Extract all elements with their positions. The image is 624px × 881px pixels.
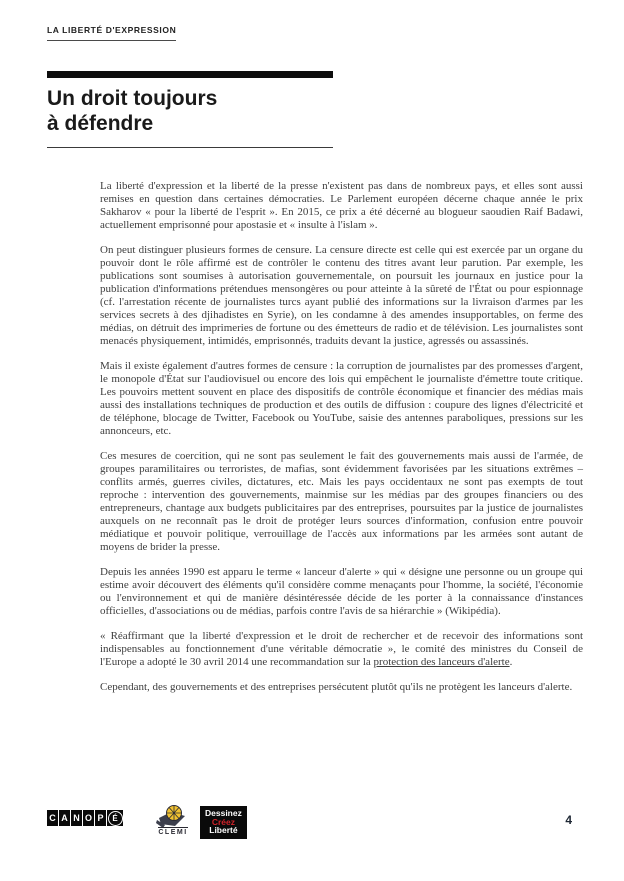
clemi-logo [148, 804, 198, 836]
dcl-line-creez: Créez [211, 816, 235, 827]
canope-letter-tile: A [59, 810, 70, 826]
canope-letter-tile: P [95, 810, 106, 826]
protection-lanceurs-alerte-link[interactable]: protection des lanceurs d'alerte [373, 656, 510, 668]
title-top-bar [47, 71, 333, 78]
paragraph-censure-directe: On peut distinguer plusieurs formes de censure. La censure directe est celle qui est exercée par un organe du pouvoir dont le rôle affirmé est de contrôler le contenu des titres avant leur parution. Par exemple, les publications sont soumises à autorisation gouvernementale, on poursuit les journaux en justice pour la publication d'informations prétendues mensongères ou pour atteinte à la sûreté de l'État ou pour espionnage (cf. l'arrestation récente de journalistes turcs ayant publié des informations sur la livraison d'armes par les services secrets à des djihadistes en Syrie), on les condamne à des amendes insupportables, on ferme des médias, on détruit des imprimeries de fortune ou des émetteurs de radio et de télévision. Les journalistes sont menacés physiquement, intimidés, emprisonnés, traduits devant la justice, agressés ou assassinés. [100, 244, 583, 347]
canope-letter-tile: N [71, 810, 82, 826]
paragraph-autres-censures: Mais il existe également d'autres formes de censure : la corruption de journalistes par des promesses d'argent, le monopole d'État sur l'audiovisuel ou encore des lois qui empêchent le journaliste d'émettre toute critique. Les pouvoirs mettent souvent en place des dispositifs de contrôle économique et financier des médias mais aussi des installations techniques de production et des outils de diffusion : coupure des lignes d'électricité et de téléphone, blocage de Twitter, Facebook ou YouTube, saisie des antennes paraboliques, pressions sur les annonceurs, etc. [100, 360, 583, 437]
dcl-line-dessinez: Dessinez [205, 808, 242, 818]
page-title [47, 86, 333, 136]
canope-letter-tile: C [47, 810, 58, 826]
canope-letter-tile: O [83, 810, 94, 826]
recommandation-text-before: « Réaffirmant que la liberté d'expression et le droit de rechercher et de recevoir des informations sont indispensables au fonctionnement d'une véritable démocratie », le comité des ministres du Conseil de l'Europe a adopté le 30 avril 2014 une recommandation sur la [100, 630, 583, 668]
paragraph-intro: La liberté d'expression et la liberté de la presse n'existent pas dans de nombreux pays, et elles sont aussi remises en question dans certaines démocraties. Le Parlement européen décerne chaque année le prix Sakharov « pour la liberté de l'esprit ». En 2015, ce prix a été décerné au blogueur saoudien Raif Badawi, actuellement emprisonné pour apostasie et « insulte à l'islam ». [100, 180, 583, 231]
title-block [47, 71, 333, 148]
canope-circled-letter: É [108, 811, 123, 826]
page-title-line1: Un droit toujours [47, 87, 218, 110]
dcl-line-liberte: Liberté [209, 825, 238, 835]
recommandation-text-after: . [509, 656, 513, 668]
dessinez-creez-liberte-logo [200, 806, 247, 839]
body-text-column [100, 180, 583, 706]
section-kicker: LA LIBERTÉ D'EXPRESSION [47, 25, 176, 41]
canope-letter-tile-circled [107, 810, 123, 826]
paragraph-recommandation [100, 630, 583, 669]
paragraph-coercition: Ces mesures de coercition, qui ne sont pas seulement le fait des gouvernements mais aussi de l'armée, de groupes paramilitaires ou terroristes, de mafias, sont évidemment favorisées par les situations extrêmes – conflits armés, guerres civiles, dictatures, etc. Mais les pays occidentaux ne sont pas exempts de tout reproche : intervention des gouvernements, mainmise sur les médias par des groupes financiers ou des entrepreneurs, chantage aux budgets publicitaires par des entreprises, poursuites par la justice de journalistes auxquels on ne reconnaît pas le droit de protéger leurs sources d'information, confusion entre pouvoir médiatique et pouvoir politique, verrouillage de l'accès aux informations par les armées sont autant de moyens de brider la presse. [100, 450, 583, 553]
paragraph-closing: Cependant, des gouvernements et des entreprises persécutent plutôt qu'ils ne protègent les lanceurs d'alerte. [100, 681, 573, 693]
page-number: 4 [565, 813, 572, 827]
canope-logo [47, 810, 123, 826]
clemi-wordmark: CLEMI [158, 829, 188, 836]
page-title-line2: à défendre [47, 112, 154, 135]
paragraph-lanceur-alerte: Depuis les années 1990 est apparu le terme « lanceur d'alerte » qui « désigne une personne ou un groupe qui estime avoir découvert des éléments qu'il considère comme menaçants pour l'homme, la société, l'économie ou l'environnement et qui de manière désintéressée décide de les porter à la connaissance d'instances officielles, d'associations ou de médias, parfois contre l'avis de sa hiérarchie » (Wikipédia). [100, 566, 583, 617]
title-bottom-rule [47, 147, 333, 148]
